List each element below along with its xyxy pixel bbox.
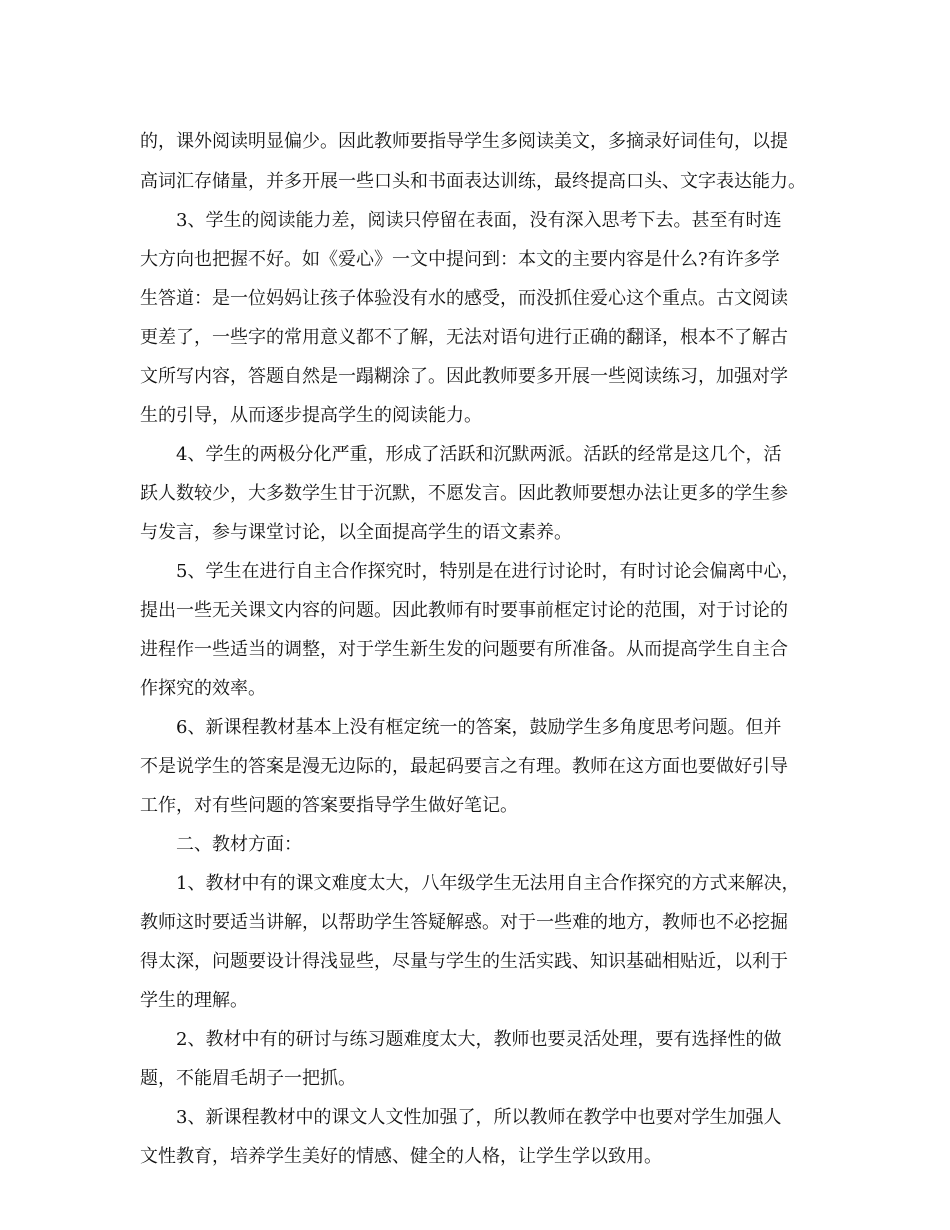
- text-line: 题，不能眉毛胡子一把抓。: [140, 1068, 356, 1089]
- text-line: 教师这时要适当讲解，以帮助学生答疑解惑。对于一些难的地方，教师也不必挖掘: [140, 912, 788, 933]
- text-line: 3、学生的阅读能力差，阅读只停留在表面，没有深入思考下去。甚至有时连: [176, 210, 782, 231]
- text-line: 作探究的效率。: [140, 678, 266, 699]
- text-line: 得太深，问题要设计得浅显些，尽量与学生的生活实践、知识基础相贴近，以利于: [140, 951, 788, 972]
- text-line: 生答道：是一位妈妈让孩子体验没有水的感受，而没抓住爱心这个重点。古文阅读: [140, 288, 788, 309]
- text-line: 高词汇存储量，并多开展一些口头和书面表达训练，最终提高口头、文字表达能力。: [140, 171, 806, 192]
- text-line: 更差了，一些字的常用意义都不了解，无法对语句进行正确的翻译，根本不了解古: [140, 327, 788, 348]
- text-line: 2、教材中有的研讨与练习题难度太大，教师也要灵活处理，要有选择性的做: [176, 1029, 782, 1050]
- text-line: 生的引导，从而逐步提高学生的阅读能力。: [140, 405, 482, 426]
- text-line: 1、教材中有的课文难度太大，八年级学生无法用自主合作探究的方式来解决，: [176, 873, 800, 894]
- text-line: 跃人数较少，大多数学生甘于沉默，不愿发言。因此教师要想办法让更多的学生参: [140, 483, 788, 504]
- text-line: 的，课外阅读明显偏少。因此教师要指导学生多阅读美文，多摘录好词佳句，以提: [140, 131, 788, 152]
- text-line: 大方向也把握不好。如《爱心》一文中提问到：本文的主要内容是什么?有许多学: [140, 249, 780, 270]
- text-line: 不是说学生的答案是漫无边际的，最起码要言之有理。教师在这方面也要做好引导: [140, 756, 788, 777]
- text-line: 3、新课程教材中的课文人文性加强了，所以教师在教学中也要对学生加强人: [176, 1107, 782, 1128]
- text-line: 5、学生在进行自主合作探究时，特别是在进行讨论时，有时讨论会偏离中心，: [176, 561, 800, 582]
- text-line: 学生的理解。: [140, 990, 248, 1011]
- text-line: 文性教育，培养学生美好的情感、健全的人格，让学生学以致用。: [140, 1146, 662, 1167]
- text-line: 进程作一些适当的调整，对于学生新生发的问题要有所准备。从而提高学生自主合: [140, 639, 788, 660]
- text-line: 提出一些无关课文内容的问题。因此教师有时要事前框定讨论的范围，对于讨论的: [140, 600, 788, 621]
- text-line: 与发言，参与课堂讨论，以全面提高学生的语文素养。: [140, 522, 572, 543]
- text-line: 工作，对有些问题的答案要指导学生做好笔记。: [140, 795, 518, 816]
- text-line: 4、学生的两极分化严重，形成了活跃和沉默两派。活跃的经常是这几个，活: [176, 444, 782, 465]
- text-line: 文所写内容，答题自然是一蹋糊涂了。因此教师要多开展一些阅读练习，加强对学: [140, 366, 788, 387]
- section-heading: 二、教材方面：: [176, 834, 302, 855]
- text-line: 6、新课程教材基本上没有框定统一的答案，鼓励学生多角度思考问题。但并: [176, 717, 782, 738]
